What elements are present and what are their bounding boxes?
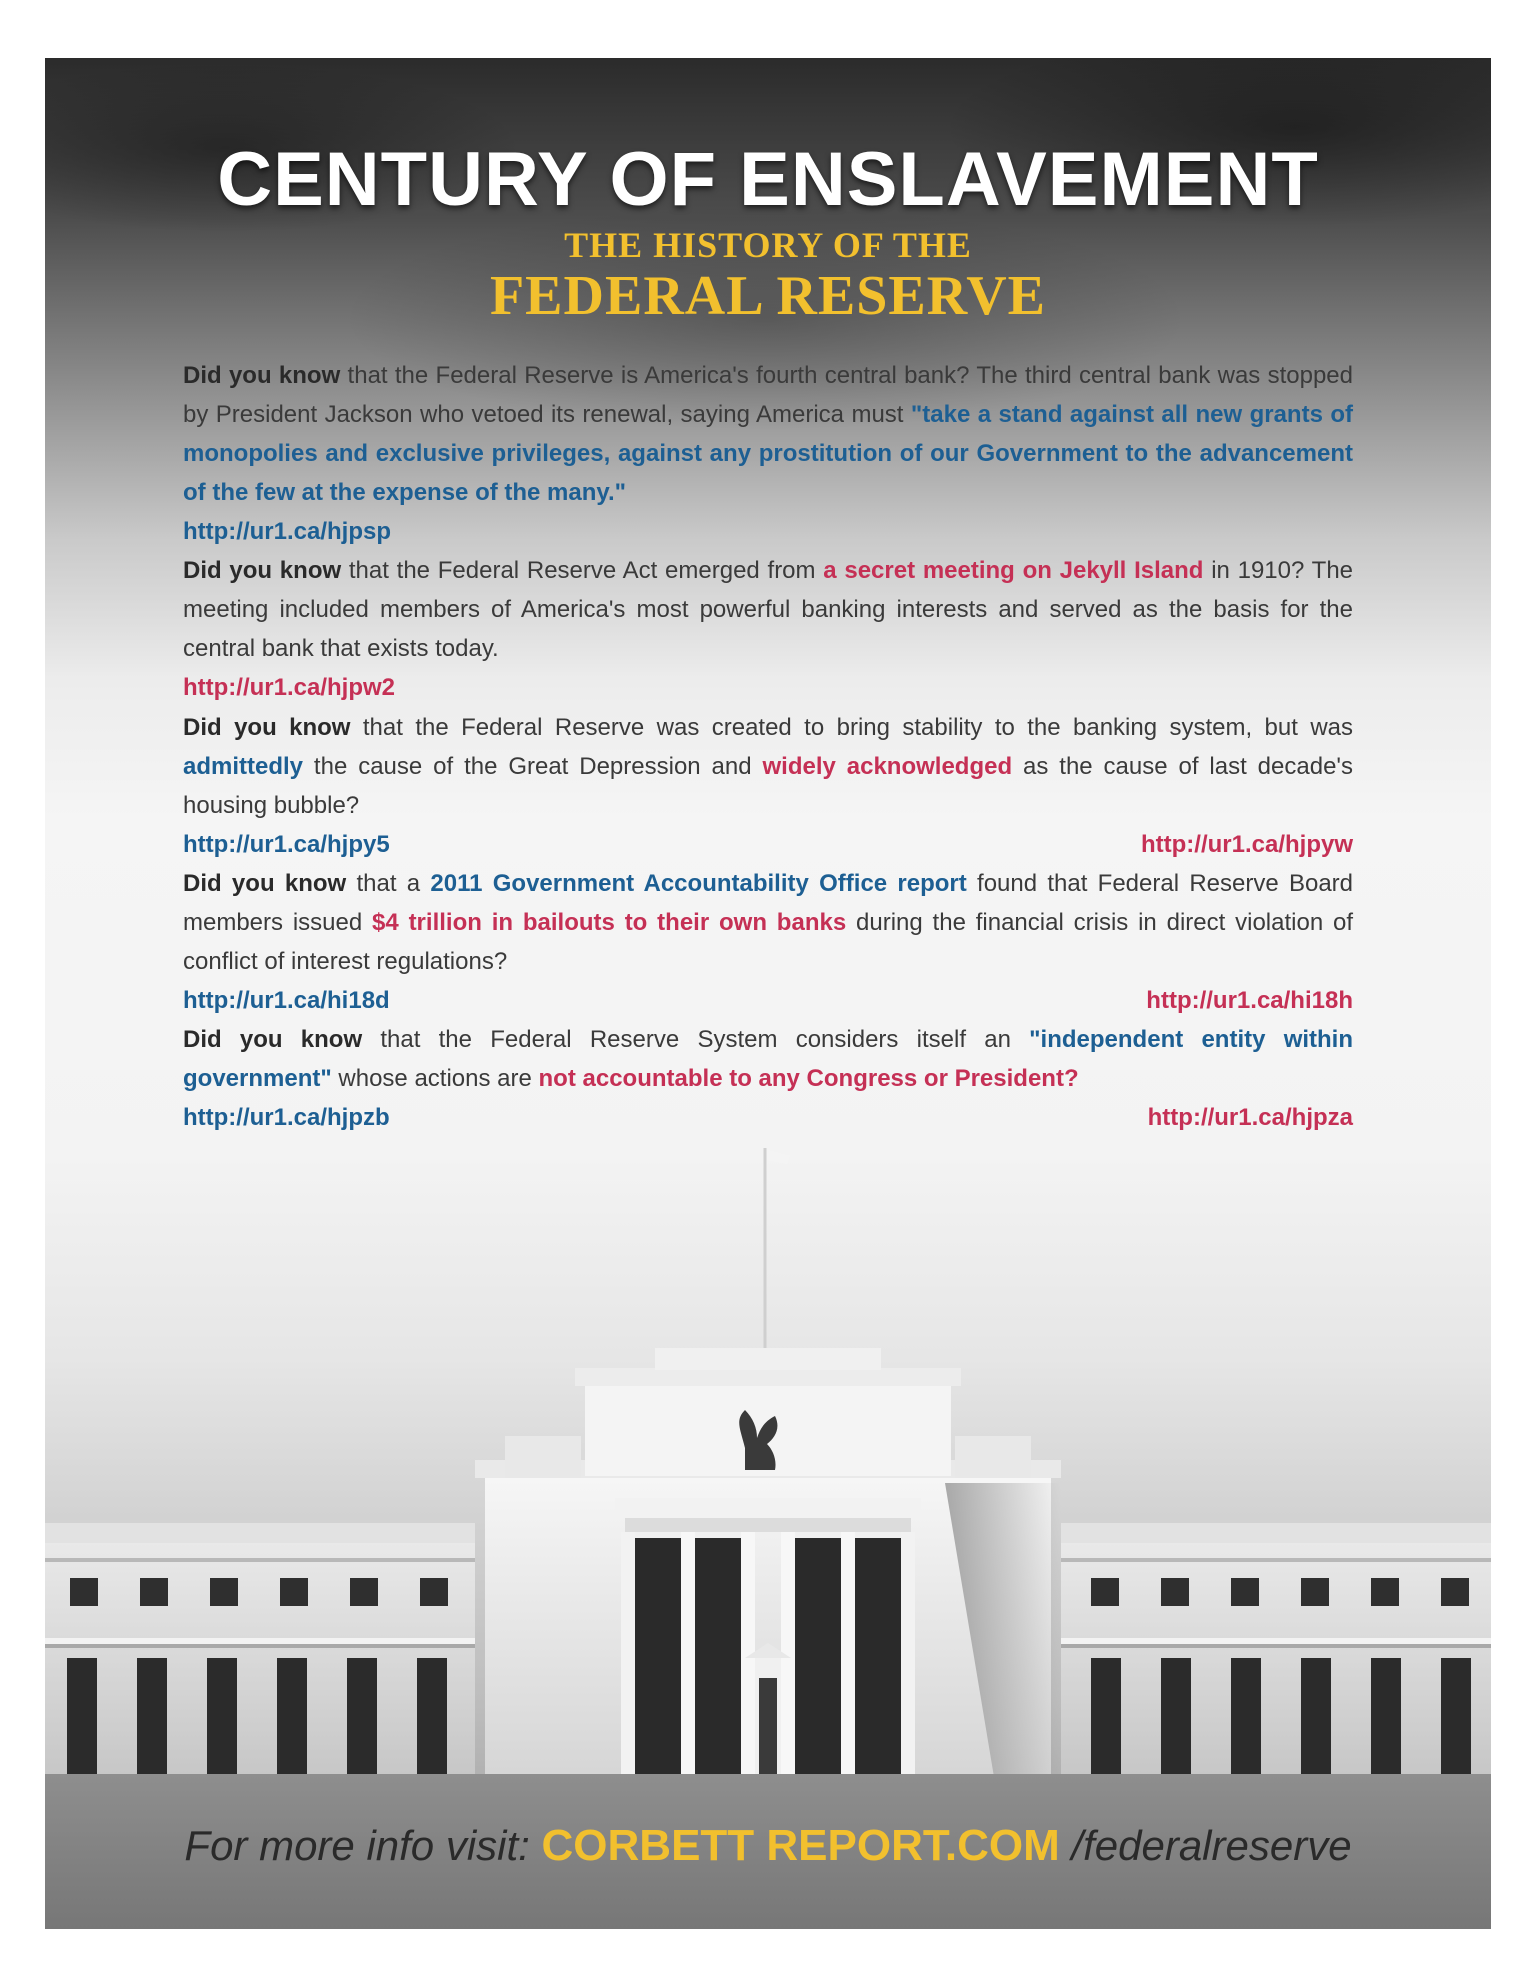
poster bbox=[45, 58, 1491, 1929]
fact-4-text bbox=[183, 864, 1353, 981]
fact-lead: Did you know bbox=[183, 1026, 363, 1053]
fact-3-text bbox=[183, 708, 1353, 825]
fact-1-links bbox=[183, 512, 1353, 551]
fact-2 bbox=[183, 551, 1353, 707]
fact-lead: Did you know bbox=[183, 714, 351, 741]
fact-5-text bbox=[183, 1020, 1353, 1098]
jackson-quote: "take a stand against all new grants of monopolies and exclusive privileges, against any prostitution of our Government to the advancement of the few at the expense of the many." bbox=[183, 401, 1354, 506]
footer-prefix: For more info visit: bbox=[184, 1822, 542, 1869]
highlight-widely-acknowledged: widely acknowledged bbox=[762, 753, 1013, 780]
fact-text: during the financial crisis in direct violation of conflict of interest regulations? bbox=[183, 909, 1354, 975]
fact-5-links bbox=[183, 1098, 1353, 1137]
fact-2-text bbox=[183, 551, 1353, 668]
fact-3 bbox=[183, 708, 1353, 864]
flagpole bbox=[765, 1148, 790, 1360]
highlight-admittedly: admittedly bbox=[183, 753, 304, 780]
link-hjpy5[interactable]: http://ur1.ca/hjpy5 bbox=[183, 831, 390, 858]
link-hjpza[interactable]: http://ur1.ca/hjpza bbox=[1147, 1104, 1353, 1131]
fact-4 bbox=[183, 864, 1353, 1020]
link-hi18d[interactable]: http://ur1.ca/hi18d bbox=[183, 987, 390, 1014]
highlight-bailouts: $4 trillion in bailouts to their own banks bbox=[372, 909, 847, 936]
page-title: CENTURY OF ENSLAVEMENT bbox=[217, 137, 1319, 222]
link-hi18h[interactable]: http://ur1.ca/hi18h bbox=[1146, 987, 1353, 1014]
highlight-independent-entity: "independent entity within government" bbox=[183, 1026, 1354, 1092]
fact-text: as the cause of last decade's housing bubble? bbox=[183, 753, 1353, 819]
fact-lead: Did you know bbox=[183, 870, 347, 897]
link-hjpw2[interactable]: http://ur1.ca/hjpw2 bbox=[183, 674, 396, 701]
fact-text: the cause of the Great Depression and bbox=[303, 753, 763, 780]
fact-2-links bbox=[183, 668, 1353, 707]
fact-text: that the Federal Reserve is America's fourth central bank? The third central bank was stopped by President Jackson who vetoed its renewal, saying America must bbox=[183, 362, 1354, 428]
fact-text: found that Federal Reserve Board members issued bbox=[183, 870, 1354, 936]
subtitle-federal-reserve: FEDERAL RESERVE bbox=[489, 265, 1047, 327]
fact-text: that the Federal Reserve Act emerged from bbox=[341, 557, 824, 584]
subtitle-history: THE HISTORY OF THE bbox=[564, 225, 972, 265]
highlight-gao-report: 2011 Government Accountability Office report bbox=[430, 870, 967, 897]
link-hjpzb[interactable]: http://ur1.ca/hjpzb bbox=[183, 1104, 390, 1131]
fact-text: whose actions are bbox=[331, 1065, 539, 1092]
fact-3-links bbox=[183, 825, 1353, 864]
fact-text: that the Federal Reserve was created to bring stability to the banking system, but was bbox=[350, 714, 1354, 741]
fact-text: that the Federal Reserve System considers itself an bbox=[362, 1026, 1030, 1053]
fact-5 bbox=[183, 1020, 1353, 1137]
fact-text: that a bbox=[346, 870, 431, 897]
footer-path[interactable]: /federalreserve bbox=[1059, 1822, 1352, 1869]
highlight-jekyll-island: a secret meeting on Jekyll Island bbox=[823, 557, 1204, 584]
federal-reserve-building-illustration bbox=[45, 1138, 1491, 1858]
fact-4-links bbox=[183, 981, 1353, 1020]
footer-visit bbox=[45, 1816, 1491, 1876]
fact-lead: Did you know bbox=[183, 557, 342, 584]
fact-lead: Did you know bbox=[183, 362, 341, 389]
highlight-not-accountable: not accountable to any Congress or President? bbox=[538, 1065, 1079, 1092]
fact-1-text bbox=[183, 356, 1353, 512]
fact-1 bbox=[183, 356, 1353, 551]
link-hjpsp[interactable]: http://ur1.ca/hjpsp bbox=[183, 518, 392, 545]
link-hjpyw[interactable]: http://ur1.ca/hjpyw bbox=[1140, 831, 1353, 858]
footer-site-link[interactable]: CORBETT REPORT.COM bbox=[541, 1821, 1060, 1870]
fact-text: in 1910? The meeting included members of America's most powerful banking interests and served as the basis for the central bank that exists today. bbox=[183, 557, 1354, 662]
